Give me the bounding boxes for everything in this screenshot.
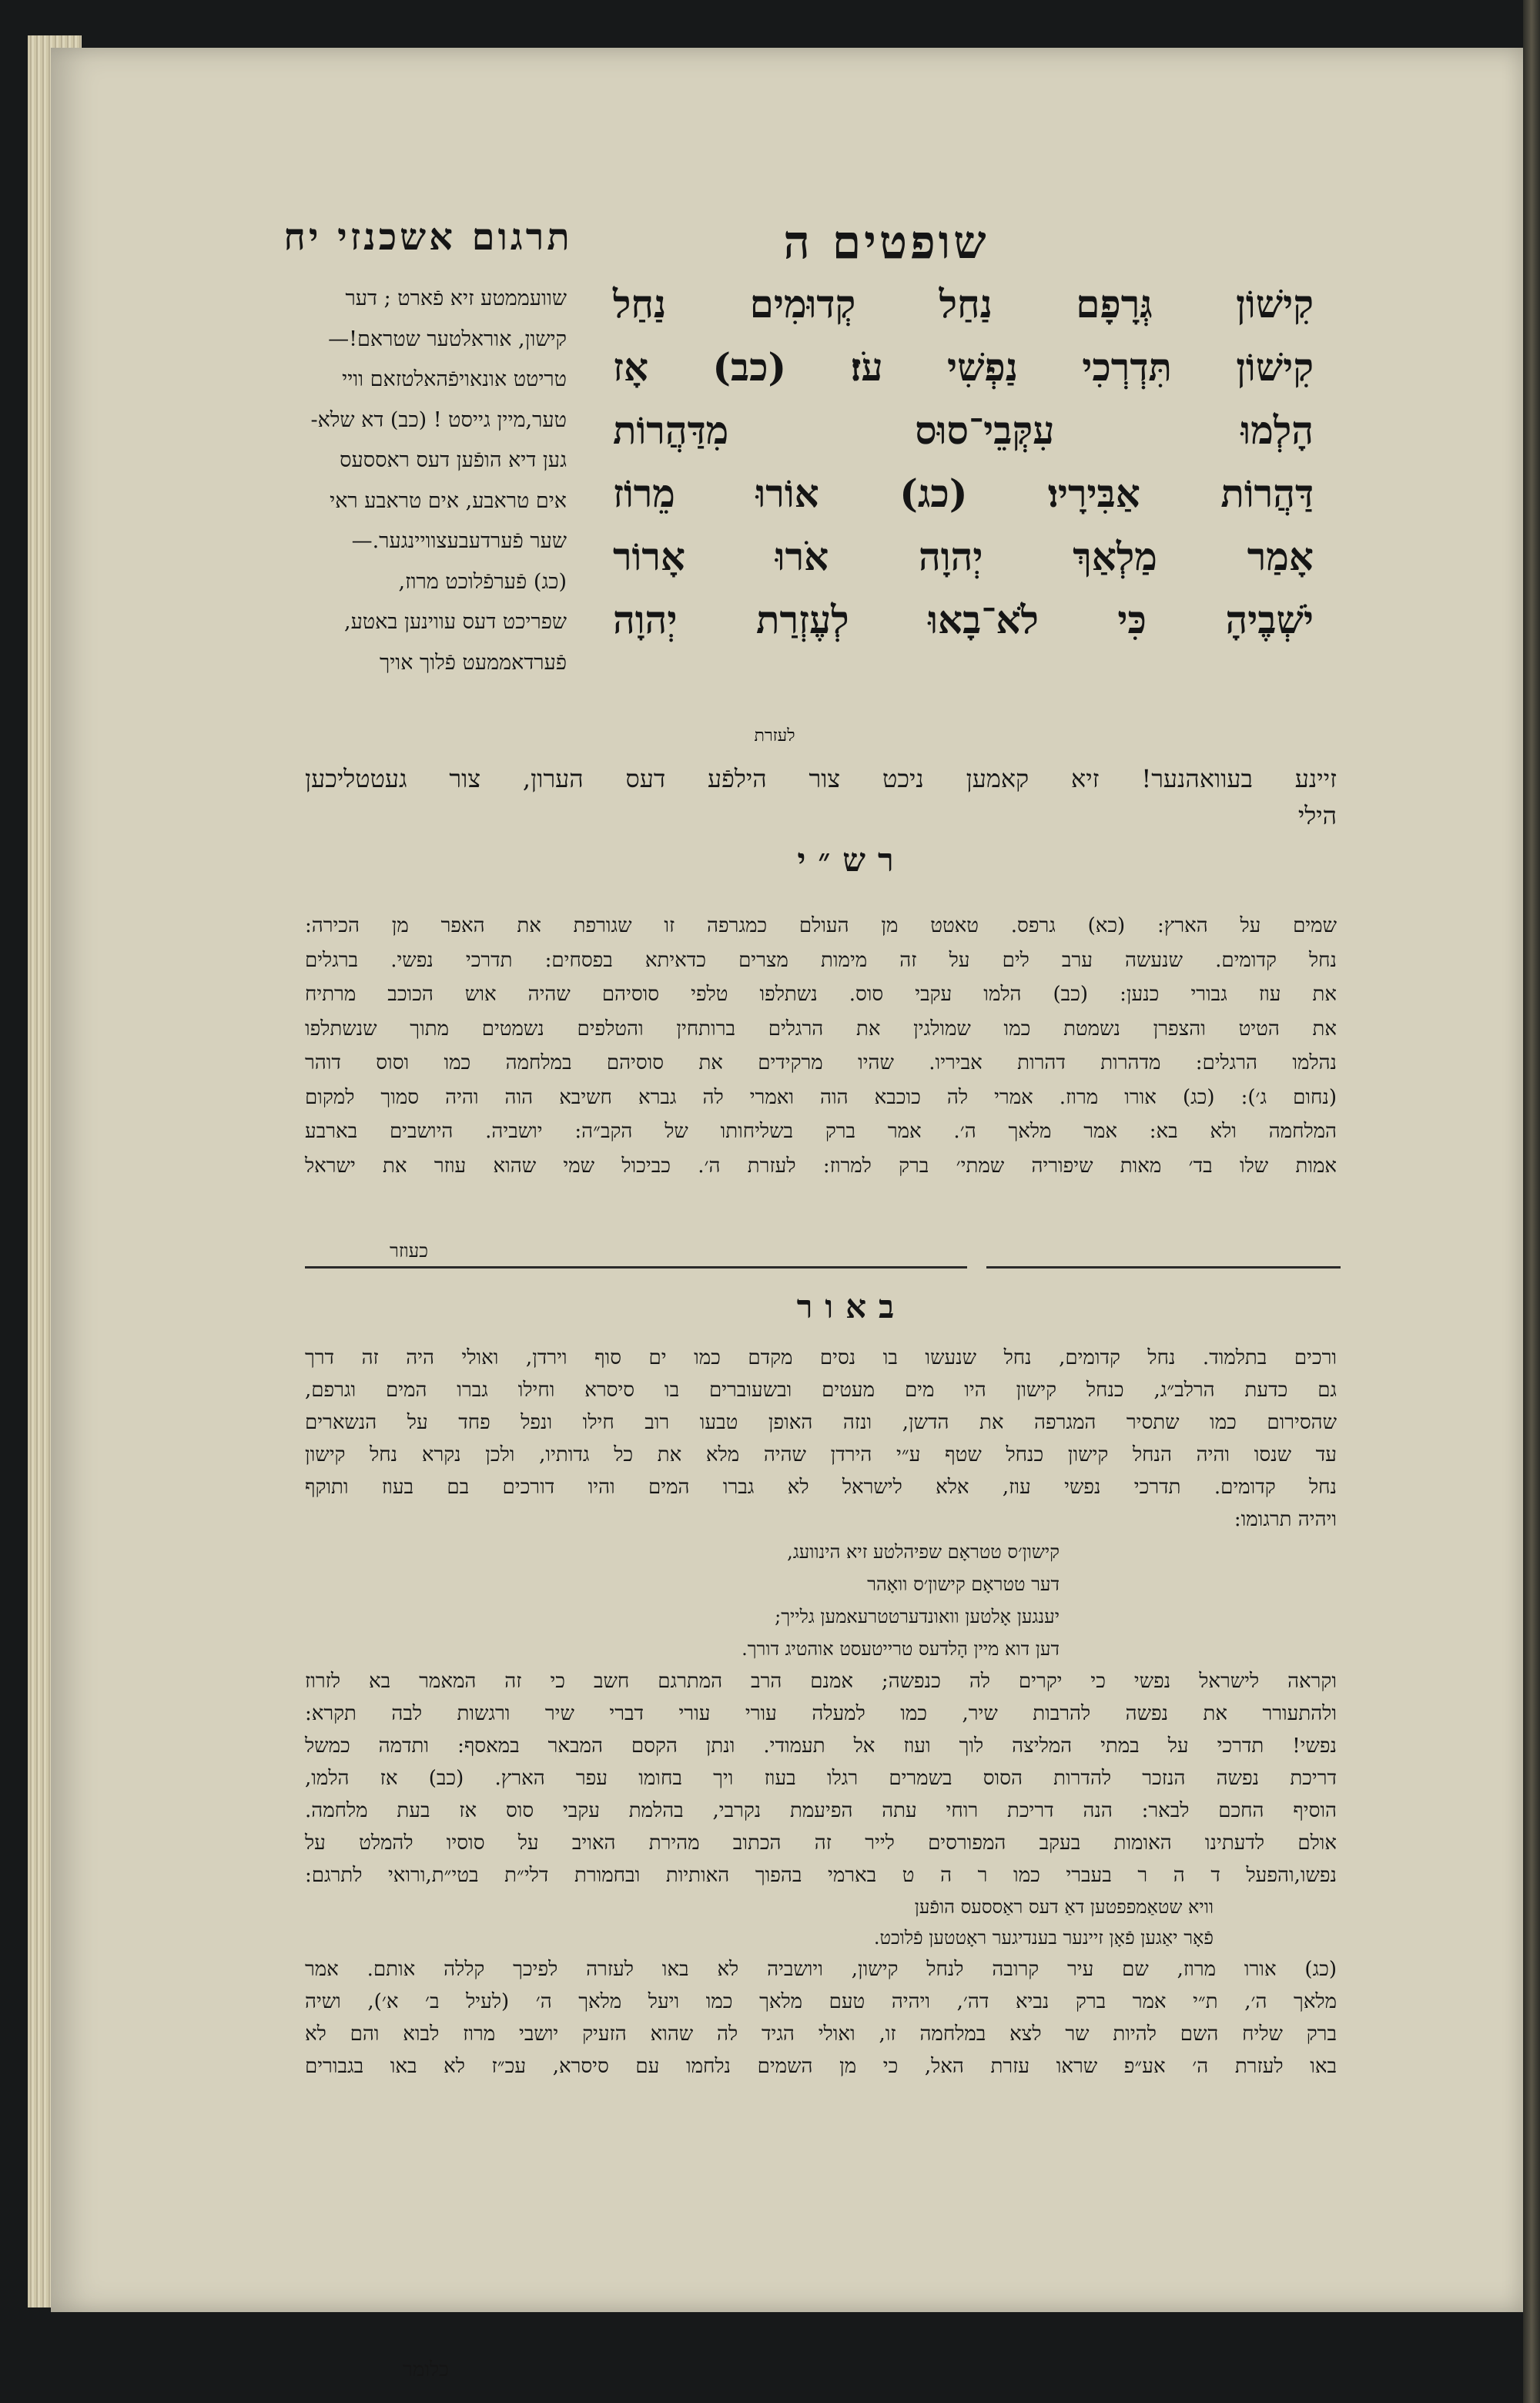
verse-line: אָמַר מַלְאַךְ יְהוָה אֹרוּ אָרוֹר <box>613 534 1314 579</box>
biur-poem-line: פֿאָר יאַגען פֿאָן זיינער בענדיגער ראָטטען פֿלוכט. <box>873 1927 1214 1949</box>
continuation-line: זיינע בעוואהנער! זיא קאמען ניכט צור הילפֿע דעס הערון, צור געטטליכען <box>305 764 1337 793</box>
rashi-line: את עוז גבורי כנען: (כב) הלמו עקבי סוס. נשתלפו טלפי סוסיהם שהיה אוש הכוכב מרתיח <box>305 983 1337 1006</box>
targum-line: שער פֿערדעבעצוויינגער.— <box>351 529 567 553</box>
rashi-catchword: כעוזר <box>390 1240 428 1262</box>
targum-line: קישון, אורא‍לטער שטראם!— <box>328 327 567 351</box>
verse-line: דַּהֲרוֹת אַבִּירָיו׃ (כג) אוֹרוּ מֵרוֹז <box>613 471 1314 516</box>
biur-line: ויהיה תרגומו: <box>1234 1508 1337 1531</box>
targum-column <box>297 279 567 683</box>
biur-line: מלאך ה׳, ת״י אמר ברק נביא דה׳, ויהיה טעם מלאך כמו ויעל מלאך ה׳ (לעיל ב׳ א׳), ושיה <box>305 1990 1337 2013</box>
targum-continuation <box>305 760 1337 834</box>
section-divider-rule <box>986 1266 1341 1269</box>
biur-line: דריכת נפשה הנזכר להדרות הסוס בשמרים רגלו בעוז ויך בחומו עפר הארץ. (כב) אז הלמו, <box>305 1767 1337 1790</box>
biur-poem-line: דער טטראָם קישון׳ס וואָהר <box>867 1574 1060 1595</box>
verse-line: קִישׁוֹן תִּדְרְכִי נַפְשִׁי עֹז׃ (כב) אָז <box>613 344 1314 390</box>
targum-line: שוועממטע זיא פֿארט ; דער <box>345 287 567 310</box>
biur-poem-line: דען דוא מיין הָלדעס טרייטעסט אוהטיג דורך. <box>742 1638 1060 1660</box>
rashi-line: שמים על הארץ: (כא) גרפס. טאטט מן העולם כמגרפה זו שגורפת את האפר מן הכירה: <box>305 914 1337 937</box>
biur-line: נפשו,והפעל ד ה ר בעברי כמו ר ה ט בארמי בהפוך האותיות ובחמורת דלי״ת בטי״ת,ורואי לתרגם: <box>305 1864 1337 1887</box>
running-title-book: שופטים ה <box>783 216 989 270</box>
biur-line: אולם לדעתינו האומות בעקב המפורסים לייר זה הכתוב מהירת האויב על סוסיו להמלט על <box>305 1832 1337 1855</box>
biur-commentary <box>305 1342 1337 2083</box>
biur-line: עד שנסו והיה הנחל קישון כנחל שטף ע״י הירדן שהיה מלא את כל גדותיו, ולכן נקרא נחל קישון <box>305 1443 1337 1466</box>
verse-line: קִישׁוֹן גְּרָפָם נַחַל קְדוּמִים נַחַל <box>613 281 1314 327</box>
targum-line: טריטט אונאויפֿהאלטזאם וויי <box>342 367 567 391</box>
verse-catchword: לעזרת <box>754 726 795 746</box>
biur-line: גם כדעת הרלב״ג, כנחל קישון היו מים מעטים ובשעוברים בו סיסרא וחילו גברו המים וגרפם, <box>305 1379 1337 1402</box>
biur-poem-line: וויא שטאַמפפטען דאַ דעס ראַססעס הופֿען <box>914 1896 1214 1918</box>
targum-line: (כג) פֿערפֿלוכט מרוז, <box>398 569 567 594</box>
targum-line: שפריכט דעס עווינען באטע, <box>344 610 567 634</box>
biur-catchword: כלומר <box>403 2358 449 2381</box>
verse-line: הָלְמוּ עִקְּבֵי־סוּס מִדַּהֲרוֹת <box>613 407 1314 453</box>
targum-line: טער,מיין גייסט ! (כב) דא שלא- <box>310 407 567 432</box>
running-title-targum: תרגום אשכנזי יח <box>283 216 573 259</box>
biur-line: וקראה לישראל נפשי כי יקרים לה כנפשה; אמנם הרב המתרגם חשב כי זה המאמר בא לזרוז <box>305 1670 1337 1693</box>
verse-line: יֹשְׁבֶיהָ כִּי לֹא־בָאוּ לְעֶזְרַת יְהוָה <box>613 597 1314 642</box>
biur-heading: באור <box>796 1288 907 1326</box>
targum-line: פֿערדאממעט פֿלוך אויך <box>379 650 567 675</box>
rashi-heading: רש״י <box>797 841 906 879</box>
biur-line: נפשי! תדרכי על במתי המליצה לוך ועוז אל תעמודי. ונתן הקסם המבאר במאסף: ותדמה כמשל <box>305 1734 1337 1758</box>
biur-line: (כג) אורו מרוז, שם עיר קרובה לנחל קישון, ויושביה לא באו לעזרה לפיכך קללה אותם. אמר <box>305 1958 1337 1981</box>
biur-line: ברק שליח השם להיות שר לצא במלחמה זו, ואולי הגיד לה שהוא הזעיק יושבי מרוז לבוא והם לא <box>305 2023 1337 2046</box>
biur-line: ורכים בתלמוד. נחל קדומים, נחל שנעשו בו נסים מקדם כמו ים סוף וירדן, ואולי היה זה דרך <box>305 1346 1337 1369</box>
biur-poem-line: קישון׳ס טטראָם שפיהלטע זיא הינוועג, <box>787 1541 1060 1563</box>
hebrew-verse-column <box>613 273 1314 652</box>
targum-line: אים טראבע, אים טראבע ראי <box>330 488 567 513</box>
biur-line: שהסירום כמו שתסיר המגרפה את הדשן, ונזה האופן טבעו רוב חילו ונפל פחד על הנשארים <box>305 1411 1337 1434</box>
book-spine-edge <box>1523 0 1540 2403</box>
continuation-line: הילי <box>1297 801 1337 830</box>
rashi-line: אמות שלו בד׳ מאות שיפוריה שמתי׳ ברק למרוז: לעזרת ה׳. כביכול שמי שהוא עוזר את ישראל <box>305 1154 1337 1178</box>
book-page <box>51 48 1523 2381</box>
targum-line: גען דיא הופֿען דעס ראססעס <box>340 448 567 472</box>
rashi-line: נהלמו הרגלים: מדהרות דהרות אביריו. שהיו מרקידים את סוסיהם במלחמה כמו וסוס דוהר <box>305 1051 1337 1074</box>
rashi-line: המלחמה ולא בא: אמר מלאך ה׳. אמר ברק בשליחותו של הקב״ה: יושביה. היושבים בארבע <box>305 1120 1337 1143</box>
biur-poem-line: יענגען אָלטען וואונדערטטרעאמען גלייך; <box>775 1606 1060 1627</box>
biur-line: נחל קדומים. תדרכי נפשי עוז, אלא לישראל לא גברו המים והיו דורכים בם בעוז ותוקף <box>305 1476 1337 1499</box>
rashi-line: נחל קדומים. שנעשה ערב לים על זה מימות מצרים כדאיתא בפסחים: תדרכי נפשי. ברגלים <box>305 948 1337 972</box>
rashi-line: (נחום ג׳): (כג) אורו מרוז. אמרי לה כוכבא הוה ואמרי לה גברא חשיבא הוה והיה סמוך למקום <box>305 1085 1337 1109</box>
biur-line: ולהתעורר את נפשה להרבות שיר, כמו למעלה עורי עורי דברי שיר ורגשות לבה תקרא: <box>305 1702 1337 1725</box>
section-divider-rule <box>305 1266 967 1269</box>
rashi-commentary <box>305 909 1337 1183</box>
biur-line: הוסיף החכם לבאר: הנה דריכת רוחי עתה הפיעמת נקרבי, בהלמת עקבי סוס אז בעת מלחמה. <box>305 1799 1337 1822</box>
biur-line: באו לעזרת ה׳ אע״פ שראו עזרת האל, כי מן השמים נלחמו עם סיסרא, עכ״ז לא באו בגבורים <box>305 2055 1337 2078</box>
rashi-line: את הטיט והצפרן נשמטת כמו שמולגין את הרגלים ברותחין והטלפים נשמטים מתוך שנשתלפו <box>305 1017 1337 1041</box>
